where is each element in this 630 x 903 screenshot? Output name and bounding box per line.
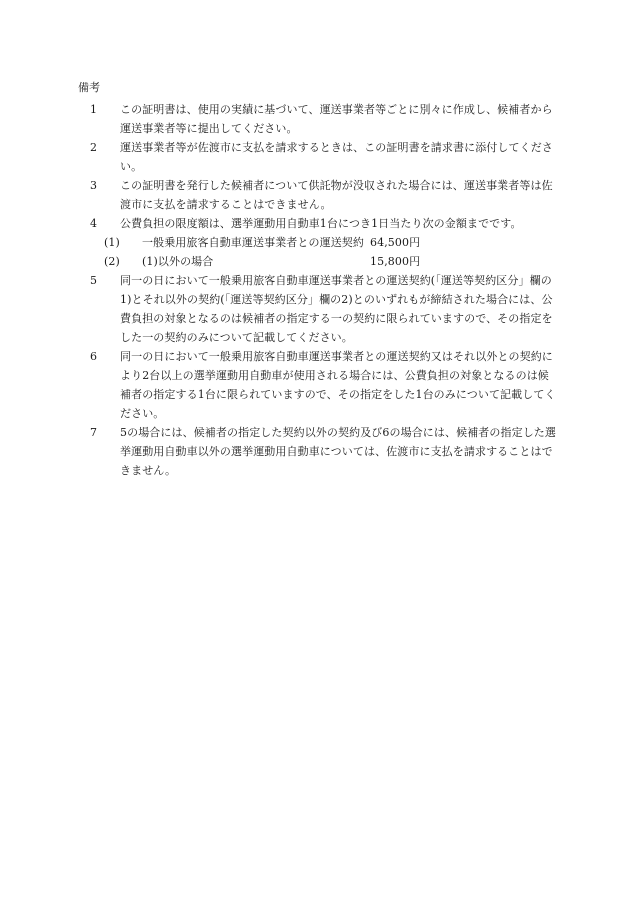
notes-section [78,78,558,480]
note-text: 5の場合には、候補者の指定した契約以外の契約及び6の場合には、候補者の指定した選挙運動用自動車以外の選挙運動用自動車については、佐渡市に支払を請求することはできません。 [120,426,556,477]
note-number: 6 [90,350,98,363]
note-item-3 [78,176,558,214]
notes-heading: 備考 [78,81,101,94]
rate-amount: 15,800円 [370,255,421,268]
note-number: 2 [90,141,98,154]
note-number: 4 [90,217,98,230]
rate-number: (1) [104,236,120,249]
note-item-4 [78,214,558,233]
note-number: 3 [90,179,98,192]
rate-row-1 [78,233,558,252]
note-item-6 [78,347,558,423]
note-text: 同一の日において一般乗用旅客自動車運送事業者との運送契約(「運送等契約区分」欄の1)とそれ以外の契約(「運送等契約区分」欄の2)とのいずれもが締結された場合には、公費負担の対象となるのは候補者の指定する一の契約に限られていますので、その指定をした一の契約のみについて記載してください。 [120,274,553,344]
note-item-5 [78,271,558,347]
note-text: 公費負担の限度額は、選挙運動用自動車1台につき1日当たり次の金額までです。 [120,217,522,230]
note-number: 1 [90,103,98,116]
note-text: 運送事業者等が佐渡市に支払を請求するときは、この証明書を請求書に添付してください。 [120,141,553,173]
rate-row-2 [78,252,558,271]
rate-number: (2) [104,255,120,268]
note-item-7 [78,423,558,480]
rate-label: (1)以外の場合 [142,255,214,268]
note-text: この証明書を発行した候補者について供託物が没収された場合には、運送事業者等は佐渡市に支払を請求することはできません。 [120,179,553,211]
note-text: 同一の日において一般乗用旅客自動車運送事業者との運送契約又はそれ以外との契約により2台以上の選挙運動用自動車が使用される場合には、公費負担の対象となるのは候補者の指定する1台に限られていますので、その指定をした1台のみについて記載してください。 [120,350,556,420]
note-text: この証明書は、使用の実績に基づいて、運送事業者等ごとに別々に作成し、候補者から運送事業者等に提出してください。 [120,103,553,135]
rate-amount: 64,500円 [370,236,421,249]
note-number: 7 [90,426,98,439]
note-number: 5 [90,274,98,287]
note-item-2 [78,138,558,176]
rate-label: 一般乗用旅客自動車運送事業者との運送契約 [142,236,364,249]
note-item-1 [78,100,558,138]
